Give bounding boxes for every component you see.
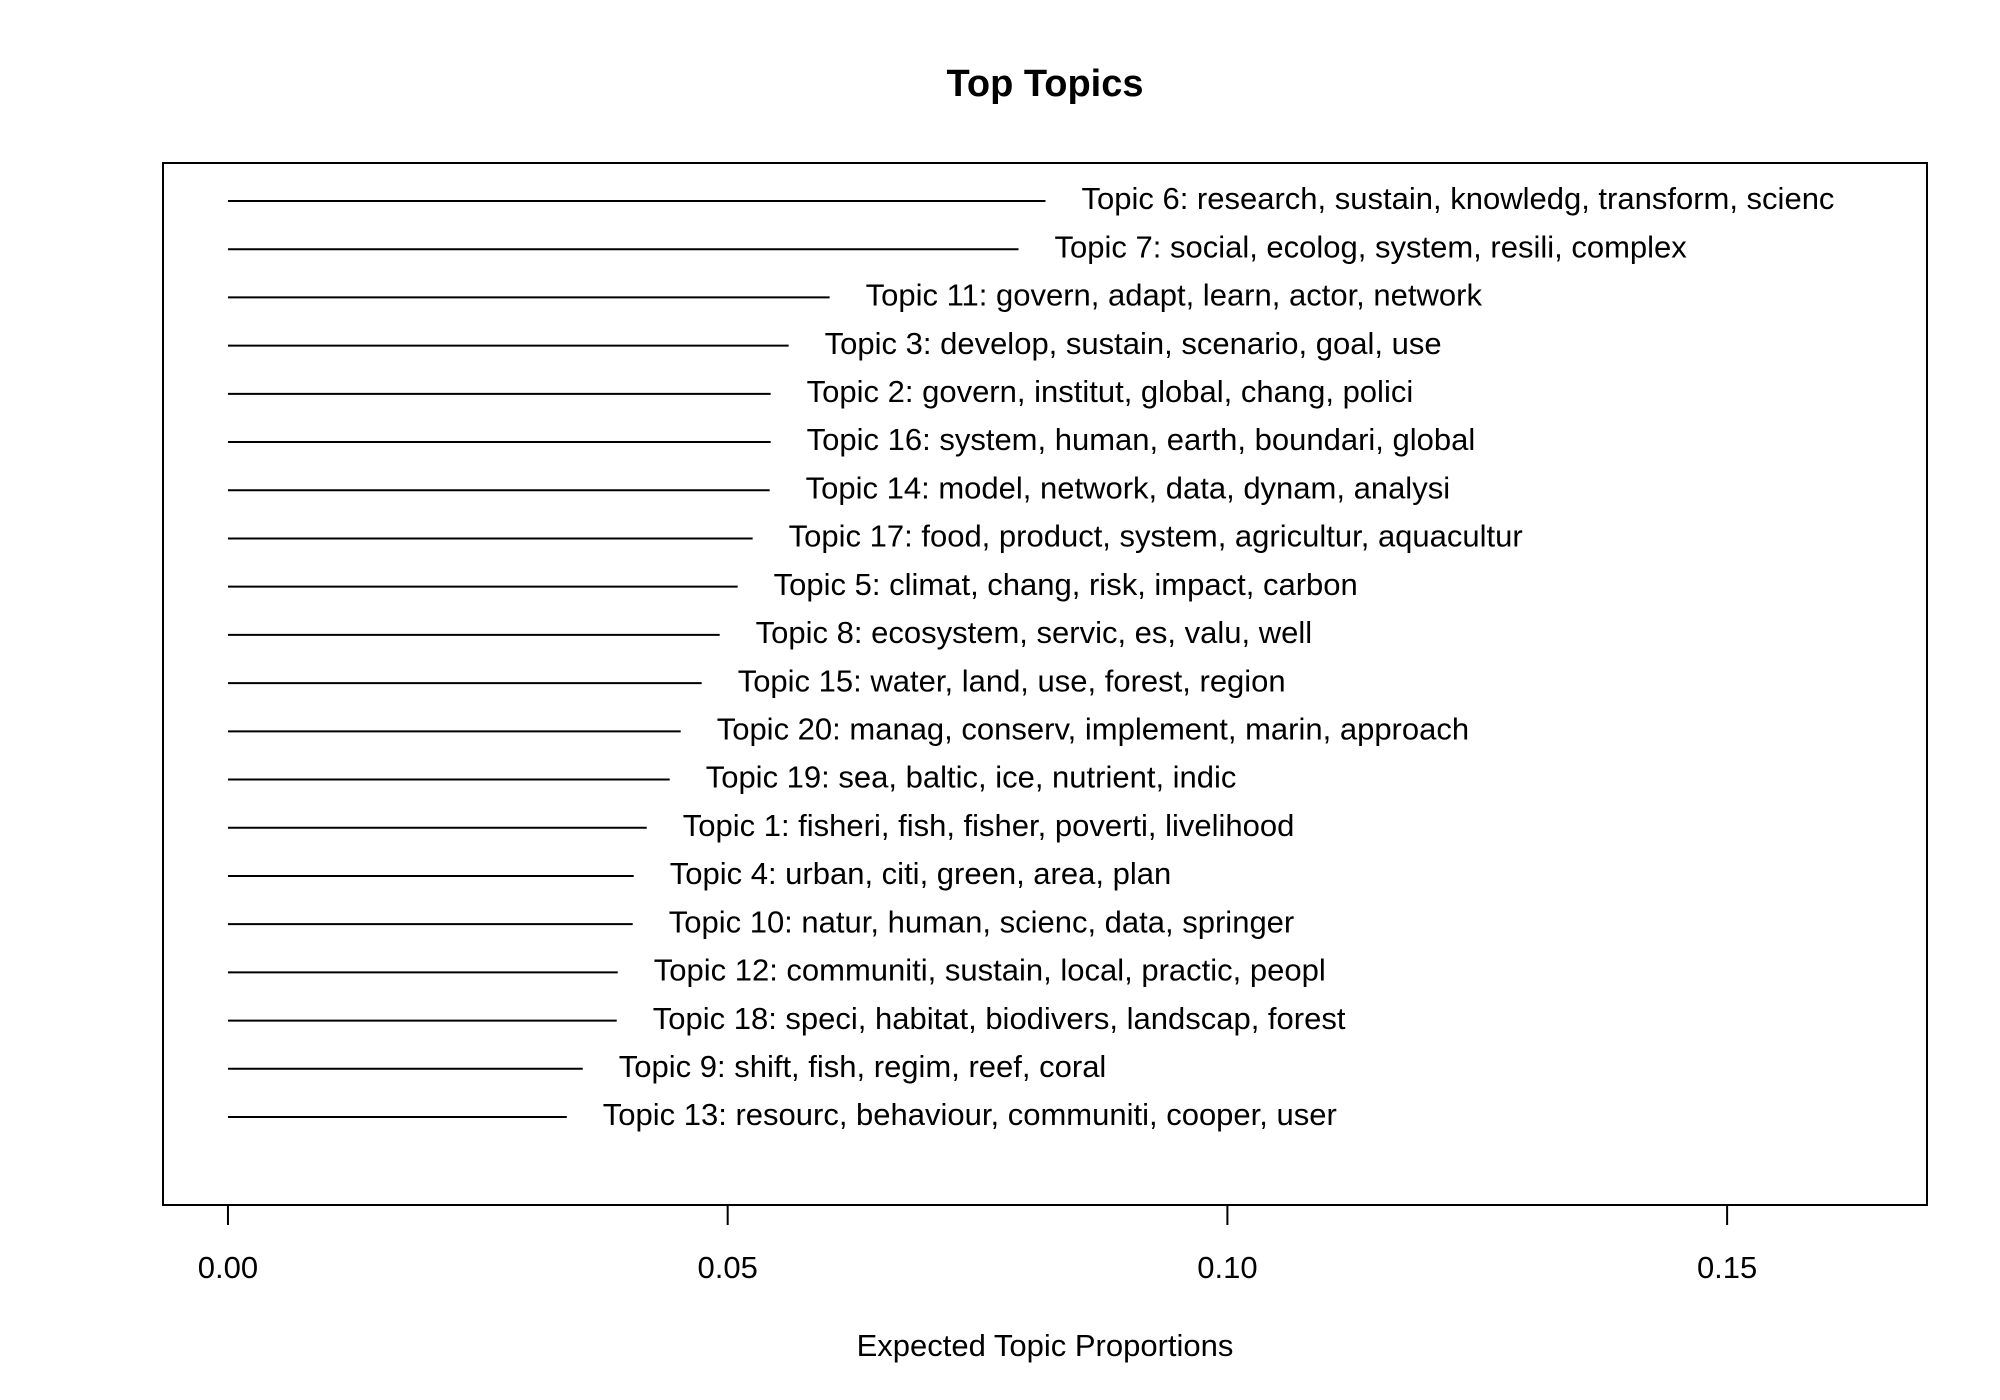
x-axis [198,1205,1757,1285]
x-tick-label: 0.15 [1696,1250,1758,1285]
x-tick-label: 0.05 [697,1250,758,1285]
bars-group [228,181,1834,1132]
bar-label: Topic 4: urban, citi, green, area, plan [669,856,1172,892]
bar-label: Topic 8: ecosystem, servic, es, valu, well [755,615,1313,651]
bar-label: Topic 10: natur, human, scienc, data, springer [668,904,1295,940]
bar-label: Topic 19: sea, baltic, ice, nutrient, indic [705,759,1237,795]
bar-label: Topic 7: social, ecolog, system, resili, complex [1054,229,1687,265]
bar-label: Topic 6: research, sustain, knowledg, transform, scienc [1081,181,1835,217]
bar-label: Topic 13: resourc, behaviour, communiti, cooper, user [602,1097,1337,1133]
bar-label: Topic 9: shift, fish, regim, reef, coral [618,1048,1107,1084]
bar-label: Topic 15: water, land, use, forest, region [737,663,1286,699]
bar-label: Topic 3: develop, sustain, scenario, goal, use [824,325,1442,361]
bar-label: Topic 20: manag, conserv, implement, marin, approach [716,711,1470,747]
bar-label: Topic 17: food, product, system, agricultur, aquacultur [788,518,1523,554]
bar-label: Topic 14: model, network, data, dynam, analysi [805,470,1451,506]
x-tick-label: 0.00 [197,1250,259,1285]
bar-label: Topic 1: fisheri, fish, fisher, poverti, livelihood [682,807,1295,843]
bar-label: Topic 11: govern, adapt, learn, actor, network [865,277,1482,313]
bar-label: Topic 5: climat, chang, risk, impact, carbon [773,566,1358,602]
bar-label: Topic 12: communiti, sustain, local, practic, peopl [653,952,1326,988]
bar-label: Topic 2: govern, institut, global, chang, polici [806,374,1414,410]
x-tick-label: 0.10 [1197,1250,1258,1285]
x-axis-label: Expected Topic Proportions [856,1328,1234,1363]
bar-label: Topic 18: speci, habitat, biodivers, landscap, forest [652,1000,1346,1036]
chart-title: Top Topics [946,63,1144,105]
bar-label: Topic 16: system, human, earth, boundari, global [806,422,1476,458]
